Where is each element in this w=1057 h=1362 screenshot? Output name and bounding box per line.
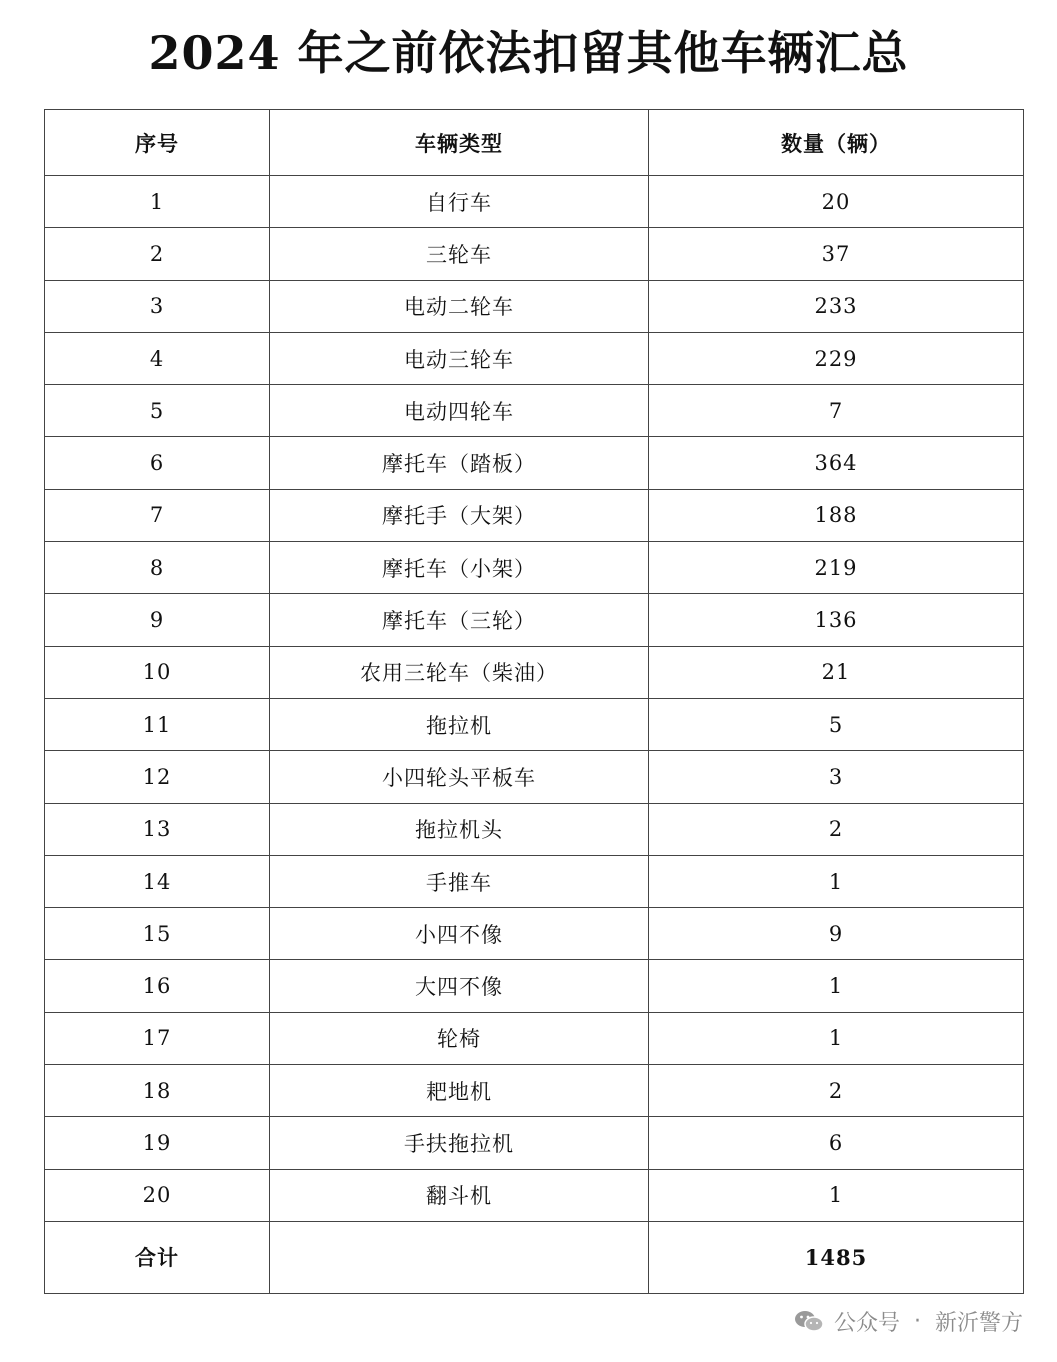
row-quantity: 7: [649, 385, 1024, 437]
row-vehicle-type: 摩托车（三轮）: [270, 594, 649, 646]
row-vehicle-type: 摩托手（大架）: [270, 489, 649, 541]
table-row: [45, 646, 1024, 698]
table-row: [45, 385, 1024, 437]
row-quantity: 136: [649, 594, 1024, 646]
row-vehicle-type: 手推车: [270, 855, 649, 907]
row-serial: 20: [45, 1169, 270, 1221]
row-quantity: 1: [649, 1012, 1024, 1064]
page-title: 2024 年之前依法扣留其他车辆汇总: [148, 26, 909, 80]
row-quantity: 2: [649, 1065, 1024, 1117]
row-vehicle-type: 摩托车（踏板）: [270, 437, 649, 489]
row-serial: 2: [45, 228, 270, 280]
table-row: [45, 698, 1024, 750]
row-quantity: 1: [649, 1169, 1024, 1221]
row-quantity: 6: [649, 1117, 1024, 1169]
row-vehicle-type: 拖拉机头: [270, 803, 649, 855]
total-value: 1485: [649, 1221, 1024, 1293]
row-quantity: 219: [649, 542, 1024, 594]
watermark: [794, 1304, 1023, 1338]
watermark-label: 公众号: [833, 1310, 900, 1336]
table-row: [45, 855, 1024, 907]
table-row: [45, 280, 1024, 332]
table-row: [45, 751, 1024, 803]
total-row: [45, 1221, 1024, 1293]
row-serial: 8: [45, 542, 270, 594]
row-vehicle-type: 耙地机: [270, 1065, 649, 1117]
row-quantity: 21: [649, 646, 1024, 698]
table-header-row: [45, 110, 1024, 176]
table-row: [45, 1012, 1024, 1064]
row-vehicle-type: 电动四轮车: [270, 385, 649, 437]
row-vehicle-type: 大四不像: [270, 960, 649, 1012]
row-quantity: 233: [649, 280, 1024, 332]
row-serial: 5: [45, 385, 270, 437]
row-quantity: 9: [649, 908, 1024, 960]
row-vehicle-type: 轮椅: [270, 1012, 649, 1064]
table-row: [45, 594, 1024, 646]
header-vehicle-type: 车辆类型: [270, 110, 649, 176]
table-row: [45, 437, 1024, 489]
table-row: [45, 1117, 1024, 1169]
row-serial: 13: [45, 803, 270, 855]
row-serial: 7: [45, 489, 270, 541]
row-quantity: 5: [649, 698, 1024, 750]
row-serial: 3: [45, 280, 270, 332]
header-quantity: 数量（辆）: [649, 110, 1024, 176]
row-quantity: 20: [649, 176, 1024, 228]
row-quantity: 229: [649, 332, 1024, 384]
table-row: [45, 228, 1024, 280]
row-quantity: 37: [649, 228, 1024, 280]
row-vehicle-type: 摩托车（小架）: [270, 542, 649, 594]
total-type-cell: [270, 1221, 649, 1293]
row-serial: 12: [45, 751, 270, 803]
header-serial: 序号: [45, 110, 270, 176]
row-quantity: 1: [649, 960, 1024, 1012]
row-vehicle-type: 手扶拖拉机: [270, 1117, 649, 1169]
row-quantity: 2: [649, 803, 1024, 855]
row-quantity: 364: [649, 437, 1024, 489]
table-row: [45, 1065, 1024, 1117]
table-row: [45, 542, 1024, 594]
row-serial: 15: [45, 908, 270, 960]
table-row: [45, 332, 1024, 384]
row-serial: 11: [45, 698, 270, 750]
table-row: [45, 176, 1024, 228]
row-serial: 6: [45, 437, 270, 489]
table-row: [45, 803, 1024, 855]
row-vehicle-type: 小四不像: [270, 908, 649, 960]
row-quantity: 188: [649, 489, 1024, 541]
row-serial: 9: [45, 594, 270, 646]
vehicle-summary-table: [44, 109, 1024, 1294]
row-serial: 16: [45, 960, 270, 1012]
row-vehicle-type: 三轮车: [270, 228, 649, 280]
row-vehicle-type: 农用三轮车（柴油）: [270, 646, 649, 698]
watermark-separator: ·: [913, 1308, 921, 1334]
row-vehicle-type: 拖拉机: [270, 698, 649, 750]
row-vehicle-type: 自行车: [270, 176, 649, 228]
row-serial: 4: [45, 332, 270, 384]
row-quantity: 1: [649, 855, 1024, 907]
table-row: [45, 908, 1024, 960]
table-row: [45, 960, 1024, 1012]
row-serial: 10: [45, 646, 270, 698]
row-vehicle-type: 小四轮头平板车: [270, 751, 649, 803]
table-row: [45, 489, 1024, 541]
row-vehicle-type: 翻斗机: [270, 1169, 649, 1221]
watermark-account: 新沂警方: [934, 1310, 1023, 1336]
row-vehicle-type: 电动二轮车: [270, 280, 649, 332]
row-serial: 1: [45, 176, 270, 228]
row-quantity: 3: [649, 751, 1024, 803]
row-serial: 19: [45, 1117, 270, 1169]
row-serial: 14: [45, 855, 270, 907]
row-serial: 17: [45, 1012, 270, 1064]
table-row: [45, 1169, 1024, 1221]
row-vehicle-type: 电动三轮车: [270, 332, 649, 384]
row-serial: 18: [45, 1065, 270, 1117]
total-label: 合计: [45, 1221, 270, 1293]
wechat-icon: [794, 1309, 824, 1333]
